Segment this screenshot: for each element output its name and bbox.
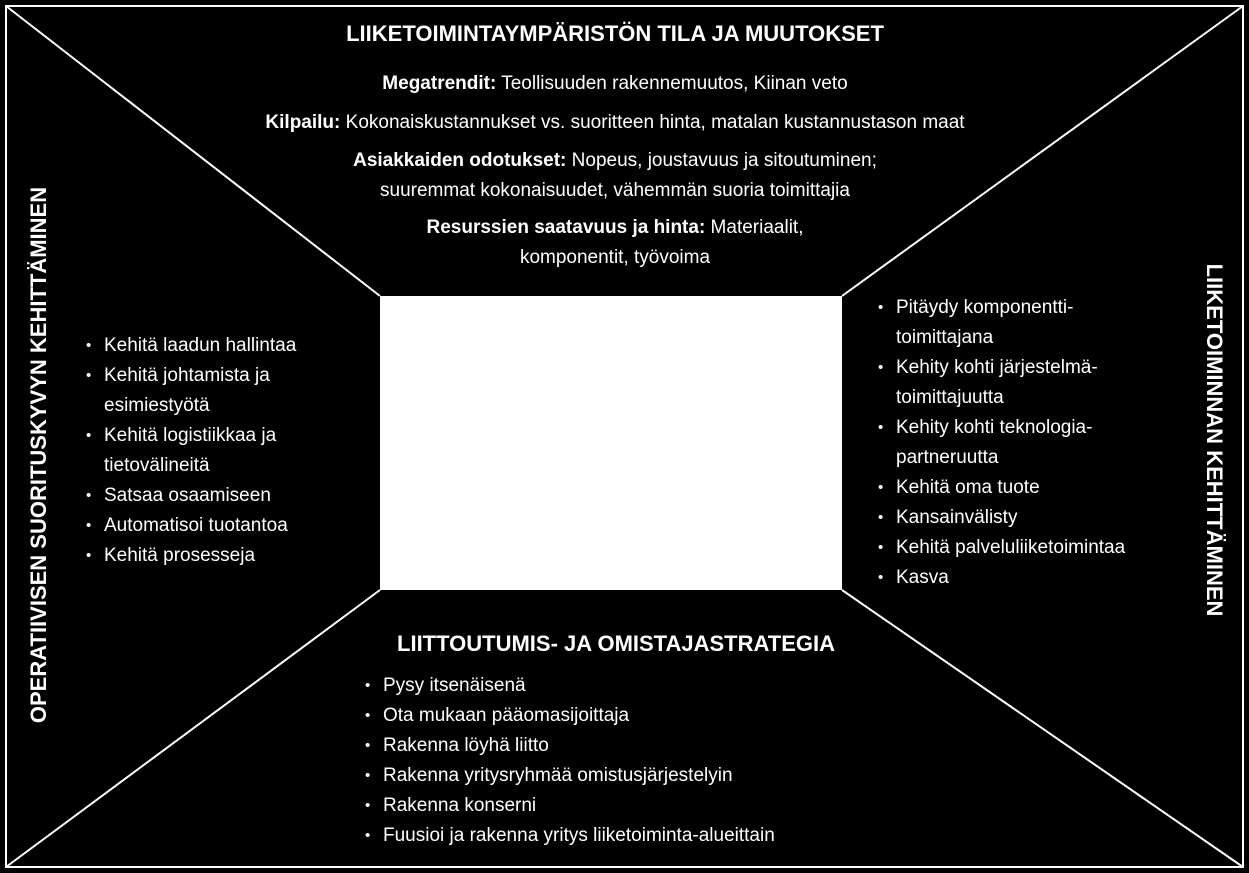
list-item-text: Kasva (896, 567, 949, 588)
top-item-text-line2: suuremmat kokonaisuudet, vähemmän suoria toimittajia (380, 180, 850, 201)
list-item (365, 761, 885, 791)
top-item-text: Materiaalit, (705, 217, 804, 238)
list-item (365, 671, 885, 701)
list-item-text: Kansainvälisty (896, 507, 1018, 528)
list-item (86, 481, 376, 511)
top-item-label: Kilpailu: (265, 112, 341, 133)
right-title: LIIKETOIMINNAN KEHITTÄMINEN (1202, 263, 1227, 617)
list-item-text: Rakenna yritysryhmää omistusjärjestelyin (383, 765, 733, 786)
top-title: LIIKETOIMINTAYMPÄRISTÖN TILA JA MUUTOKSET (346, 21, 884, 46)
top-item-resources (300, 213, 930, 273)
list-item-text: Rakenna löyhä liitto (383, 735, 549, 756)
list-item (365, 791, 885, 821)
top-item-text: Nopeus, joustavuus ja sitoutuminen; (566, 150, 877, 171)
list-item-text-line2: toimittajana (896, 327, 994, 348)
top-item-competition (180, 108, 1050, 138)
top-item-megatrends (200, 69, 1030, 99)
list-item-text: Pitäydy komponentti- (896, 297, 1074, 318)
list-item (878, 473, 1188, 503)
list-item-text: Kehitä oma tuote (896, 477, 1040, 498)
list-item-text: Rakenna konserni (383, 795, 537, 816)
list-item (878, 293, 1188, 353)
top-item-text: Kokonaiskustannukset vs. suoritteen hinta, matalan kustannustason maat (340, 112, 965, 133)
list-item-text: Kehitä logistiikkaa ja (104, 425, 277, 446)
list-item-text: Kehitä palveluliiketoimintaa (896, 537, 1126, 558)
top-item-label: Megatrendit: (382, 73, 497, 94)
left-bullet-list (86, 331, 376, 571)
top-item-label: Resurssien saatavuus ja hinta: (426, 217, 706, 238)
list-item-text: Kehity kohti järjestelmä- (896, 357, 1098, 378)
list-item (878, 413, 1188, 473)
list-item (878, 503, 1188, 533)
list-item-text: Ota mukaan pääomasijoittaja (383, 705, 630, 726)
list-item-text: Kehity kohti teknologia- (896, 417, 1093, 438)
list-item (878, 563, 1188, 593)
list-item-text-line2: partneruutta (896, 447, 999, 468)
list-item (86, 361, 376, 421)
top-item-text-line2: komponentit, työvoima (519, 247, 711, 268)
right-bullet-list (878, 293, 1188, 593)
bottom-bullet-list (365, 671, 885, 851)
list-item-text: Satsaa osaamiseen (104, 485, 271, 506)
list-item (86, 331, 376, 361)
list-item-text-line2: toimittajuutta (896, 387, 1004, 408)
list-item (365, 701, 885, 731)
list-item-text: Pysy itsenäisenä (383, 675, 526, 696)
list-item-text: Fuusioi ja rakenna yritys liiketoiminta-alueittain (383, 825, 775, 846)
list-item (86, 421, 376, 481)
bottom-title: LIITTOUTUMIS- JA OMISTAJASTRATEGIA (397, 631, 835, 656)
list-item-text: Automatisoi tuotantoa (104, 515, 288, 536)
list-item-text-line2: esimiestyötä (104, 395, 210, 416)
top-item-text: Teollisuuden rakennemuutos, Kiinan veto (496, 73, 848, 94)
top-item-label: Asiakkaiden odotukset: (353, 150, 567, 171)
list-item-text: Kehitä johtamista ja (104, 365, 270, 386)
list-item-text-line2: tietovälineitä (104, 455, 210, 476)
list-item (878, 533, 1188, 563)
center-box (380, 296, 842, 590)
list-item-text: Kehitä prosesseja (104, 545, 256, 566)
top-item-customer-expectations (200, 146, 1030, 206)
list-item (365, 731, 885, 761)
list-item (878, 353, 1188, 413)
list-item (86, 541, 376, 571)
list-item (365, 821, 885, 851)
list-item-text: Kehitä laadun hallintaa (104, 335, 297, 356)
left-title: OPERATIIVISEN SUORITUSKYVYN KEHITTÄMINEN (26, 186, 51, 724)
list-item (86, 511, 376, 541)
